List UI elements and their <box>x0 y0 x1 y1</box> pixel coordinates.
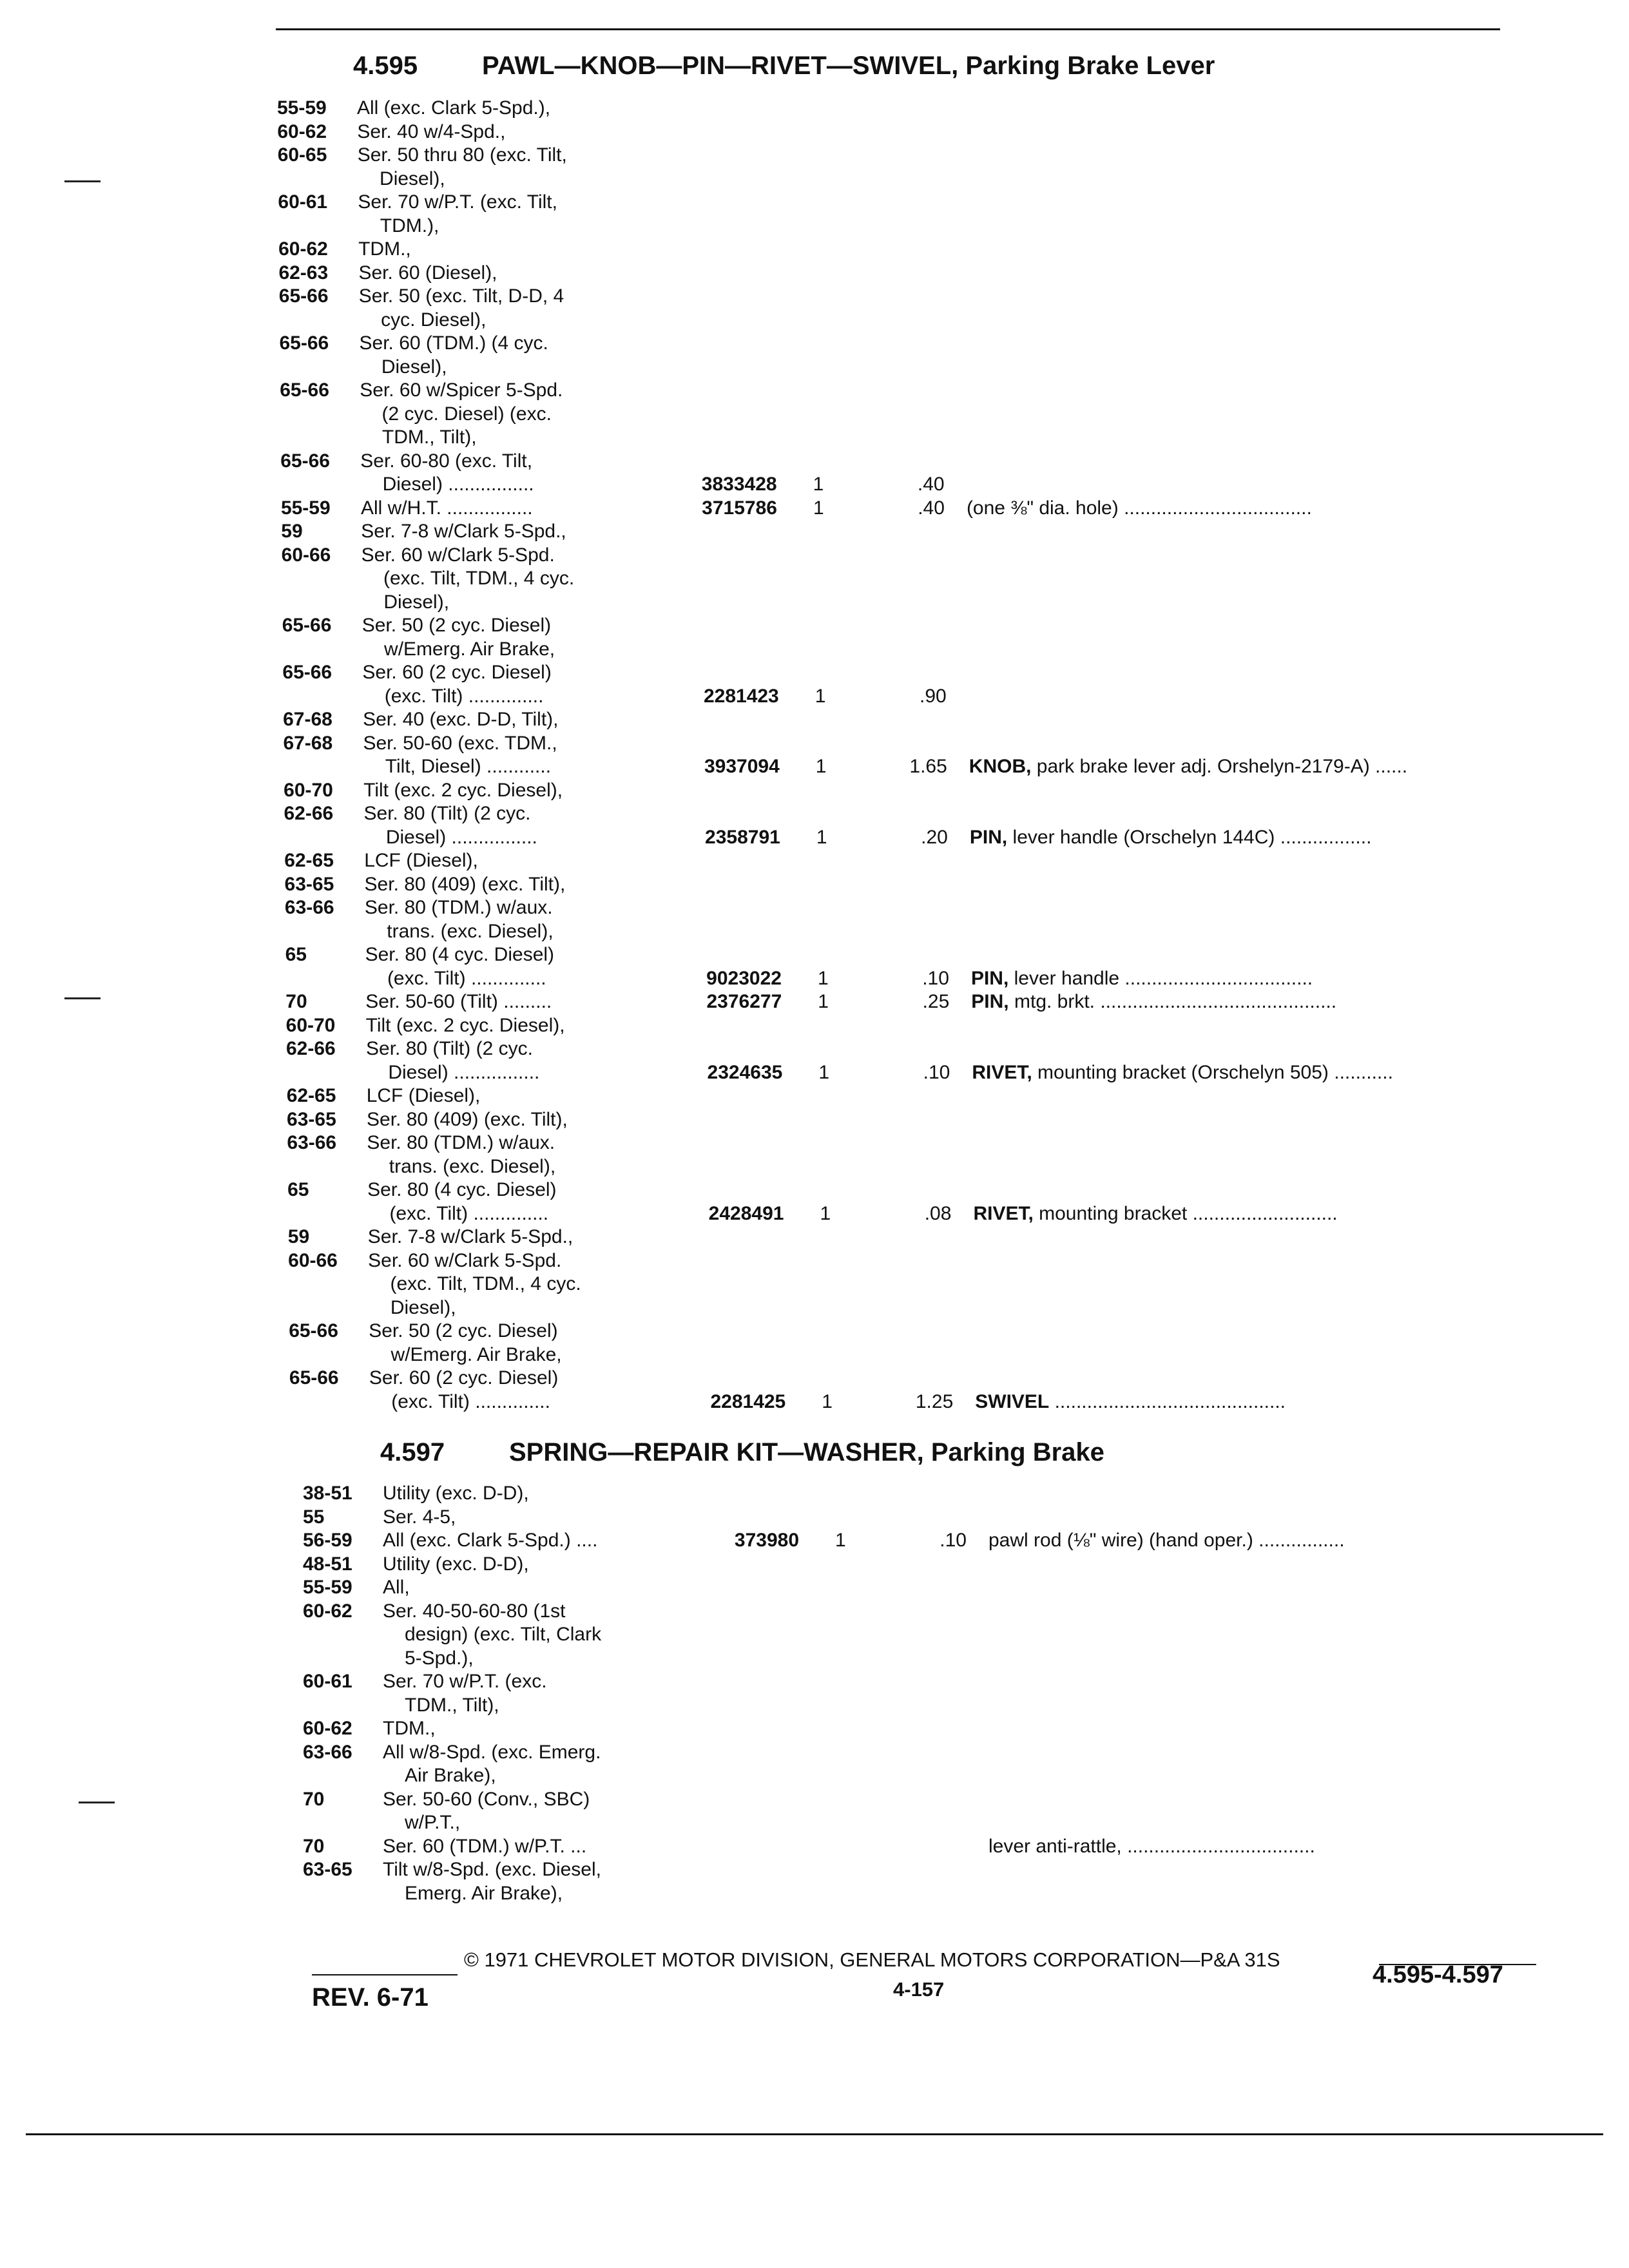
description <box>988 1529 1345 1552</box>
margin-tick <box>79 1802 115 1803</box>
price: .25 <box>922 991 950 1012</box>
section-heading-4597 <box>380 1438 1104 1467</box>
description-keyword: PIN, <box>970 967 1009 989</box>
application: TDM.), <box>380 215 439 236</box>
application: Emerg. Air Brake), <box>405 1882 563 1904</box>
description-keyword: KNOB, <box>969 756 1032 777</box>
section-title: PAWL—KNOB—PIN—RIVET—SWIVEL, Parking Brake Lever <box>482 52 1215 80</box>
application: Diesel), <box>383 591 450 613</box>
application: LCF (Diesel), <box>364 850 478 871</box>
model-years: 55-59 <box>280 497 331 519</box>
margin-tick <box>64 180 101 182</box>
model-years: 70 <box>285 991 307 1012</box>
application: Utility (exc. D-D), <box>383 1553 529 1575</box>
application: Diesel), <box>390 1296 456 1318</box>
model-years: 65-66 <box>280 450 330 472</box>
application: (exc. Tilt) .............. <box>391 1390 550 1412</box>
quantity: 1 <box>822 1390 833 1412</box>
application: Ser. 60 (Diesel), <box>358 262 497 284</box>
quantity: 1 <box>813 474 824 495</box>
description-keyword: SWIVEL <box>975 1390 1050 1412</box>
application: All w/8-Spd. (exc. Emerg. <box>383 1741 601 1763</box>
application: w/Emerg. Air Brake, <box>390 1343 562 1365</box>
model-years: 63-66 <box>303 1741 352 1763</box>
description <box>967 497 1312 520</box>
model-years: 63-66 <box>284 897 334 918</box>
application: TDM., <box>383 1718 436 1739</box>
description-keyword: RIVET, <box>972 1061 1032 1083</box>
quantity: 1 <box>835 1530 846 1551</box>
section-number: 4.597 <box>380 1438 445 1466</box>
description <box>971 990 1336 1014</box>
application: cyc. Diesel), <box>381 309 487 331</box>
model-years: 60-61 <box>303 1671 352 1692</box>
model-years: 60-62 <box>303 1600 352 1622</box>
application: Ser. 70 w/P.T. (exc. Tilt, <box>358 191 557 213</box>
application: Ser. 7-8 w/Clark 5-Spd., <box>367 1226 574 1247</box>
description-text: (one ⅜" dia. hole) ................................... <box>966 497 1312 519</box>
application: All w/H.T. ................ <box>360 497 533 519</box>
model-years: 62-65 <box>286 1085 336 1106</box>
application: Ser. 50 (2 cyc. Diesel) <box>361 615 552 636</box>
application: LCF (Diesel), <box>366 1085 481 1106</box>
application: Ser. 50-60 (Tilt) ......... <box>365 991 552 1012</box>
price: 1.65 <box>909 756 947 777</box>
part-number: 2376277 <box>706 991 782 1012</box>
quantity: 1 <box>818 1061 830 1083</box>
application: Ser. 80 (Tilt) (2 cyc. <box>366 1038 533 1059</box>
model-years: 60-62 <box>303 1718 352 1739</box>
model-years: 70 <box>303 1835 325 1857</box>
part-number: 2281423 <box>703 685 779 707</box>
quantity: 1 <box>816 826 827 848</box>
application: (2 cyc. Diesel) (exc. <box>381 403 552 425</box>
quantity: 1 <box>813 497 824 519</box>
application: (exc. Tilt, TDM., 4 cyc. <box>390 1273 581 1294</box>
application: Ser. 80 (TDM.) w/aux. <box>364 897 553 918</box>
description <box>975 1390 1286 1414</box>
application: Ser. 50 (2 cyc. Diesel) <box>369 1320 558 1341</box>
part-number: 3833428 <box>701 474 777 495</box>
application: Ser. 50-60 (exc. TDM., <box>363 732 557 754</box>
description-text: mtg. brkt. ............................................ <box>1008 991 1337 1012</box>
description-text: pawl rod (⅛" wire) (hand oper.) ................ <box>988 1530 1345 1551</box>
application: Ser. 80 (TDM.) w/aux. <box>367 1132 555 1153</box>
description <box>972 1061 1393 1084</box>
quantity: 1 <box>817 967 829 989</box>
application: (exc. Tilt, TDM., 4 cyc. <box>383 568 575 589</box>
model-years: 67-68 <box>283 709 333 730</box>
model-years: 60-61 <box>278 191 328 213</box>
model-years: 62-63 <box>278 262 329 284</box>
application: Utility (exc. D-D), <box>383 1483 529 1504</box>
price: .20 <box>921 826 948 848</box>
footer-copyright: © 1971 CHEVROLET MOTOR DIVISION, GENERAL MOTORS CORPORATION—P&A 31S <box>464 1948 1280 1971</box>
model-years: 65 <box>287 1179 309 1200</box>
application: Ser. 60 (TDM.) w/P.T. ... <box>383 1835 587 1857</box>
application: TDM., <box>358 238 411 260</box>
model-years: 65-66 <box>280 380 329 401</box>
application: Ser. 60 (2 cyc. Diesel) <box>362 662 552 683</box>
model-years: 63-66 <box>287 1132 337 1153</box>
description-text: mounting bracket (Orschelyn 505) ........... <box>1032 1061 1393 1083</box>
application: All (exc. Clark 5-Spd.), <box>357 97 551 119</box>
application: Ser. 80 (Tilt) (2 cyc. <box>363 803 531 824</box>
part-number: 3715786 <box>702 497 777 519</box>
model-years: 63-65 <box>284 873 334 895</box>
model-years: 65-66 <box>289 1367 339 1389</box>
section-heading-4595 <box>353 52 1215 81</box>
footer-page-number: 4-157 <box>893 1978 945 2001</box>
application: Ser. 40-50-60-80 (1st <box>383 1600 566 1622</box>
model-years: 60-62 <box>278 238 328 260</box>
application: Ser. 7-8 w/Clark 5-Spd., <box>361 521 566 542</box>
footer-section-range: 4.595-4.597 <box>1373 1961 1503 1988</box>
application: TDM., Tilt), <box>405 1694 499 1716</box>
price: .08 <box>924 1202 952 1224</box>
margin-tick <box>64 997 101 999</box>
quantity: 1 <box>820 1202 831 1224</box>
price: .10 <box>923 1061 950 1083</box>
application: Ser. 80 (4 cyc. Diesel) <box>365 944 555 965</box>
application: w/Emerg. Air Brake, <box>384 638 555 660</box>
model-years: 60-70 <box>285 1014 336 1036</box>
price: .10 <box>940 1530 967 1551</box>
application: Ser. 80 (409) (exc. Tilt), <box>364 873 566 895</box>
top-rule <box>276 28 1500 30</box>
model-years: 62-66 <box>286 1038 336 1059</box>
quantity: 1 <box>815 756 827 777</box>
model-years: 55-59 <box>277 97 327 119</box>
part-number: 2428491 <box>708 1202 784 1224</box>
application: Ser. 60 (2 cyc. Diesel) <box>369 1367 559 1389</box>
application: Diesel) ................ <box>382 474 534 495</box>
model-years: 56-59 <box>303 1530 352 1551</box>
model-years: 65-66 <box>289 1320 338 1341</box>
application: Tilt (exc. 2 cyc. Diesel), <box>365 1014 565 1036</box>
application: trans. (exc. Diesel), <box>389 1155 556 1177</box>
description <box>970 826 1372 849</box>
price: 1.25 <box>915 1390 954 1412</box>
application: Ser. 40 (exc. D-D, Tilt), <box>363 709 559 730</box>
application: All (exc. Clark 5-Spd.) .... <box>383 1530 598 1551</box>
model-years: 63-65 <box>287 1108 336 1130</box>
application: w/P.T., <box>405 1812 461 1833</box>
part-number: 2358791 <box>705 826 780 848</box>
application: Ser. 50 (exc. Tilt, D-D, 4 <box>358 285 564 307</box>
application: Tilt (exc. 2 cyc. Diesel), <box>363 779 563 801</box>
description-text: park brake lever adj. Orshelyn-2179-A) ...... <box>1031 756 1408 777</box>
model-years: 65-66 <box>278 285 329 307</box>
bottom-rule <box>26 2133 1603 2135</box>
model-years: 62-66 <box>284 803 334 824</box>
model-years: 55-59 <box>303 1577 352 1598</box>
model-years: 55 <box>303 1506 325 1528</box>
application: trans. (exc. Diesel), <box>387 920 554 942</box>
part-number: 2281425 <box>710 1390 786 1412</box>
model-years: 70 <box>303 1788 325 1810</box>
section-title: SPRING—REPAIR KIT—WASHER, Parking Brake <box>509 1438 1104 1466</box>
application: Ser. 50-60 (Conv., SBC) <box>383 1788 590 1810</box>
quantity: 1 <box>818 991 829 1012</box>
application: TDM., Tilt), <box>381 427 477 448</box>
description-text: lever handle (Orschelyn 144C) ................. <box>1007 826 1372 848</box>
section-number: 4.595 <box>353 52 418 80</box>
model-years: 60-66 <box>288 1249 338 1271</box>
description <box>971 967 1313 990</box>
model-years: 60-70 <box>284 779 333 801</box>
application: Ser. 60 w/Spicer 5-Spd. <box>360 380 563 401</box>
application: Ser. 70 w/P.T. (exc. <box>383 1671 547 1692</box>
model-years: 38-51 <box>303 1483 352 1504</box>
application: Diesel) ................ <box>385 826 537 848</box>
description <box>969 755 1407 778</box>
price: .40 <box>917 474 945 495</box>
application: (exc. Tilt) .............. <box>387 967 546 989</box>
application: Air Brake), <box>405 1765 496 1786</box>
model-years: 48-51 <box>303 1553 352 1575</box>
application: Diesel) ................ <box>388 1061 540 1083</box>
application: 5-Spd.), <box>405 1647 474 1669</box>
description-keyword: PIN, <box>969 826 1008 848</box>
application: design) (exc. Tilt, Clark <box>405 1624 602 1645</box>
part-number: 373980 <box>734 1530 799 1551</box>
quantity: 1 <box>815 685 826 707</box>
model-years: 63-65 <box>303 1859 352 1880</box>
application: All, <box>383 1577 410 1598</box>
model-years: 65-66 <box>282 615 332 636</box>
description-text: ........................................... <box>1049 1390 1286 1412</box>
model-years: 67-68 <box>283 732 333 754</box>
description-keyword: PIN, <box>971 991 1009 1012</box>
application: Ser. 50 thru 80 (exc. Tilt, <box>357 144 567 166</box>
price: .90 <box>920 685 947 707</box>
application: Ser. 80 (4 cyc. Diesel) <box>367 1179 557 1200</box>
application: (exc. Tilt) .............. <box>384 685 544 707</box>
price: .40 <box>918 497 945 519</box>
part-number: 3937094 <box>704 756 780 777</box>
application: Diesel), <box>381 356 447 378</box>
model-years: 65-66 <box>282 662 333 683</box>
part-number: 9023022 <box>706 967 782 989</box>
application: Ser. 60 w/Clark 5-Spd. <box>368 1249 562 1271</box>
model-years: 62-65 <box>284 850 334 871</box>
description <box>988 1835 1315 1858</box>
application: Ser. 60-80 (exc. Tilt, <box>360 450 533 472</box>
application: (exc. Tilt) .............. <box>389 1202 549 1224</box>
model-years: 65-66 <box>279 332 329 354</box>
application: Ser. 60 w/Clark 5-Spd. <box>361 544 555 566</box>
application: Diesel), <box>380 168 445 189</box>
application: Tilt, Diesel) ............ <box>385 756 552 777</box>
model-years: 60-66 <box>281 544 331 566</box>
application: Ser. 40 w/4-Spd., <box>357 120 506 142</box>
description <box>973 1202 1337 1225</box>
footer-rev: REV. 6-71 <box>312 1983 429 2012</box>
model-years: 59 <box>287 1226 310 1247</box>
part-number: 2324635 <box>707 1061 783 1083</box>
application: Ser. 80 (409) (exc. Tilt), <box>367 1108 568 1130</box>
model-years: 60-65 <box>277 144 327 166</box>
description-text: mounting bracket ........................... <box>1033 1202 1338 1224</box>
description-keyword: RIVET, <box>973 1202 1034 1224</box>
model-years: 59 <box>281 521 303 542</box>
price: .10 <box>922 967 949 989</box>
footer-rule-left <box>312 1974 458 1975</box>
model-years: 65 <box>285 944 307 965</box>
application: Ser. 60 (TDM.) (4 cyc. <box>359 332 548 354</box>
application: Tilt w/8-Spd. (exc. Diesel, <box>383 1859 601 1880</box>
description-text: lever handle ................................... <box>1008 967 1313 989</box>
application: Ser. 4-5, <box>383 1506 456 1528</box>
description-text: lever anti-rattle, ................................... <box>988 1835 1315 1857</box>
model-years: 60-62 <box>277 120 327 142</box>
